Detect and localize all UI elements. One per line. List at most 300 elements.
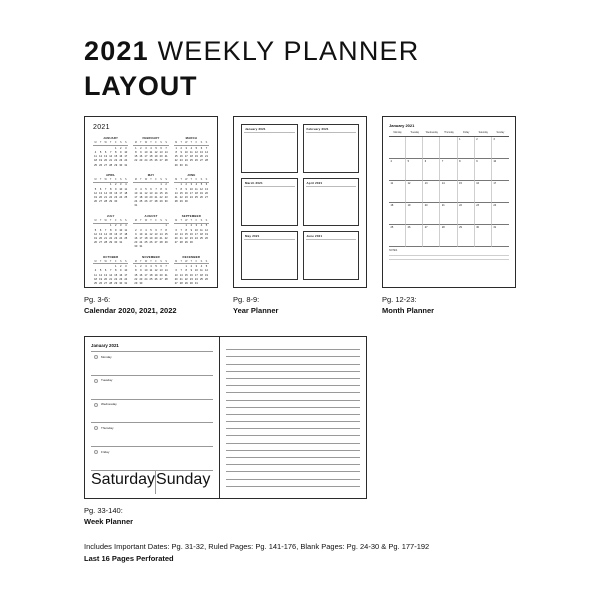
mini-month-day: 2 [140,146,142,150]
week-planner-day-row[interactable] [91,446,213,470]
week-planner-weekend-cell[interactable] [91,471,155,494]
mini-month-day: 4 [145,228,147,232]
month-planner-day-number: 26 [407,226,411,229]
mini-month-day: 23 [139,159,143,163]
mini-month-day: 28 [159,241,163,245]
mini-month-day: 5 [205,224,208,228]
mini-month-day: 24 [184,159,188,163]
mini-month-day: 15 [174,155,178,159]
mini-month-day: 1 [135,146,137,150]
mini-month-day: 27 [205,196,208,200]
mini-month-day: 6 [160,265,162,269]
month-planner-day-number: 28 [441,226,445,229]
weekday-initial: T [190,218,193,222]
mini-month-day: 24 [189,196,193,200]
mini-month-day: 3 [135,187,137,191]
mini-month-day: 24 [194,236,198,240]
month-planner-day-cell[interactable] [458,159,478,181]
week-planner-weekend-cell[interactable] [155,471,213,494]
weekday-initial: S [125,218,127,222]
month-planner-day-cell[interactable] [492,203,509,225]
month-planner-weekday: Friday [462,132,470,134]
weekday-initial: S [160,141,162,144]
mini-month-day: 22 [164,236,168,240]
week-planner-title: January 2021 [91,343,119,348]
mini-month-day: 18 [199,232,203,236]
caption-month-planner [382,294,434,316]
mini-month-day: 19 [144,196,148,200]
mini-month-day: 21 [109,159,113,163]
mini-month-day: 19 [94,196,97,200]
month-planner-day-number: 29 [459,226,462,229]
ruled-line [226,451,360,458]
mini-month-week-row [93,241,128,245]
month-planner-day-cell[interactable] [475,203,492,225]
mini-month-day: 15 [134,273,138,277]
mini-month-day: 2 [135,228,137,232]
mini-month-day: 26 [149,241,153,245]
mini-month-day: 29 [134,282,138,286]
month-planner-day-cell[interactable] [423,181,440,203]
checkbox-icon[interactable] [94,426,98,430]
mini-month-day: 14 [179,232,183,236]
mini-month [133,214,168,250]
mini-month-day: 14 [179,273,183,277]
weekday-initial: M [134,218,137,222]
year-planner-cell[interactable] [241,231,298,280]
mini-month-day: 10 [194,228,198,232]
weekday-initial: W [144,141,148,144]
month-planner-notes-label: NOTES [389,249,398,252]
mini-month-week-row [93,164,128,168]
mini-month-day: 12 [149,232,153,236]
weekday-initial: M [175,218,178,222]
weekday-initial: S [205,141,208,144]
mini-month [174,255,209,287]
mini-month-day: 1 [160,183,162,187]
weekday-initial: T [140,141,142,144]
weekday-initial: T [109,141,112,144]
mini-month-day: 19 [205,232,208,236]
mini-month [174,214,209,250]
mini-month-day: 22 [184,277,188,281]
mini-month-day: 12 [154,269,158,273]
weekday-initial: S [200,259,203,263]
mini-month-day: 24 [194,277,198,281]
year-planner-cell-label: May 2021 [245,234,260,239]
mini-month-day: 10 [194,269,198,273]
month-planner-day-cell[interactable] [475,137,495,159]
weekday-initial: T [140,218,142,222]
mini-month-day: 13 [159,150,163,154]
weekday-initial: M [94,218,97,222]
mini-month-day: 26 [99,163,103,167]
ruled-line [226,429,360,436]
mini-month-day: 18 [189,155,193,159]
mini-month-day: 12 [205,269,208,273]
weekday-initial: F [114,177,117,181]
mini-month-day: 22 [134,277,138,281]
mini-month-day: 15 [109,232,113,236]
mini-month-day: 1 [175,146,177,150]
weekday-initial: W [185,259,188,263]
week-planner-day-label: Saturday [91,471,156,489]
week-planner-weekend-row [91,470,213,494]
year-planner-cell-label: January 2021 [245,127,266,131]
weekday-initial: W [104,177,107,181]
mini-month-day: 17 [139,236,143,240]
mini-month-day: 10 [134,191,138,195]
mini-month-day: 16 [164,191,168,195]
month-planner-day-cell[interactable] [423,137,440,159]
weekday-initial: S [165,259,167,263]
month-planner-day-cell[interactable] [458,181,475,203]
weekday-initial: F [195,218,198,222]
mini-month-day: 12 [94,232,97,236]
month-planner-day-cell[interactable] [458,203,475,225]
mini-month-day: 30 [119,282,123,286]
month-planner-day-number: 12 [407,182,411,185]
mini-month-day: 24 [119,236,123,240]
weekday-initial: W [104,141,107,144]
weekday-initial: T [150,141,152,144]
weekday-initial: S [125,141,127,144]
mini-month-day: 6 [150,187,152,191]
month-planner-day-number: 15 [459,182,462,185]
mini-month-day: 11 [195,187,198,191]
mini-month-day: 4 [150,146,152,150]
month-planner-day-cell[interactable] [406,181,423,203]
mini-month-day: 4 [150,265,152,269]
month-planner-day-cell[interactable] [458,137,478,159]
week-planner-day-row[interactable] [91,351,213,375]
mini-month-day: 16 [189,232,193,236]
mini-month-day: 16 [114,191,118,195]
year-planner-inner [234,117,366,287]
rule-line [306,239,357,240]
mini-month-day: 12 [194,150,198,154]
mini-month-day: 4 [94,150,97,154]
mini-month-day: 21 [109,277,113,281]
mini-month-day: 2 [165,183,167,187]
mini-month-day: 3 [125,146,127,150]
month-planner-day-cell[interactable] [440,159,457,181]
mini-month-day: 15 [184,273,188,277]
mini-month-day: 12 [99,155,103,159]
month-planner-day-cell[interactable] [440,225,457,247]
mini-month-day: 23 [184,196,188,200]
weekday-initial: T [109,259,112,263]
weekday-initial: W [185,218,188,222]
mini-month-day: 7 [104,228,107,232]
month-planner-day-number: 16 [476,182,479,185]
year-planner-cell[interactable] [303,178,360,227]
month-planner-day-cell[interactable] [389,137,406,159]
week-planner-day-row[interactable] [91,375,213,399]
weekday-initial: T [150,218,152,222]
mini-month-name: OCTOBER [102,254,119,259]
mini-month-day: 20 [159,273,163,277]
mini-month-day: 28 [109,163,113,167]
weekday-initial: W [104,218,107,222]
weekday-initial: T [180,218,182,222]
month-planner-day-cell[interactable] [389,225,406,247]
month-planner-notes [389,249,509,260]
month-planner-day-number: 17 [493,182,497,185]
month-planner-weekday: Sunday [496,132,505,134]
mini-month-day: 17 [124,273,128,277]
caption-year-planner [233,294,278,316]
mini-month-day: 22 [184,236,188,240]
mini-month-day: 7 [104,187,107,191]
mini-month-day: 28 [154,200,158,204]
mini-month-day: 5 [195,146,198,150]
mini-month-day: 2 [114,183,117,187]
mini-month-day [204,200,209,204]
weekday-initial: W [185,177,188,181]
month-planner-day-cell[interactable] [389,203,406,225]
mini-month-day: 14 [174,191,178,195]
mini-month [93,255,128,287]
weekday-initial: S [205,177,208,181]
month-planner-day-cell[interactable] [475,159,492,181]
mini-month-day: 26 [205,236,208,240]
mini-month-day: 25 [149,277,153,281]
mini-month-day: 24 [139,241,143,245]
mini-month-day: 9 [190,269,193,273]
mini-month-day: 27 [159,277,163,281]
checkbox-icon[interactable] [94,355,98,359]
year-planner-cell[interactable] [303,124,360,173]
mini-month-day: 20 [149,196,153,200]
mini-month-day: 19 [205,273,208,277]
mini-month-day: 9 [120,150,122,154]
month-planner-day-cell[interactable] [389,181,406,203]
mini-month-name: JUNE [187,172,196,177]
mini-month-day: 31 [119,241,123,245]
month-planner-title: January 2021 [389,123,415,128]
mini-month-day: 27 [104,163,108,167]
mini-month-day: 1 [109,183,112,187]
weekday-initial: F [155,218,157,222]
weekday-initial: S [119,218,122,222]
thumbnail-year-planner[interactable] [233,116,367,288]
mini-month-day: 1 [135,265,137,269]
mini-month-day: 29 [159,200,163,204]
month-planner-day-number: 21 [441,204,445,207]
weekday-initial: S [205,259,208,263]
mini-month-day: 29 [164,241,168,245]
mini-month-day: 15 [159,191,163,195]
mini-month-weekdays [93,178,128,181]
month-planner-day-number: 20 [424,204,428,207]
mini-month-day: 2 [190,265,193,269]
mini-month-day: 28 [179,241,183,245]
month-planner-day-number: 30 [476,226,479,229]
year-planner-cell[interactable] [241,178,298,227]
mini-month-day: 29 [109,200,113,204]
rule-line [306,186,357,187]
mini-month-day: 20 [99,196,103,200]
month-planner-day-grid [389,137,509,247]
mini-month-day: 11 [189,150,193,154]
checkbox-icon[interactable] [94,379,98,383]
mini-month-day: 10 [144,150,148,154]
week-planner-day-label: Wednesday [101,402,117,407]
mini-month-day: 21 [174,196,178,200]
mini-month-day: 27 [154,241,158,245]
month-planner-day-number: 5 [407,160,410,163]
mini-month-day: 13 [174,273,178,277]
month-planner-day-cell[interactable] [492,137,509,159]
month-planner-day-cell[interactable] [492,181,509,203]
mini-month-day: 3 [190,183,193,187]
thumbnail-month-planner[interactable] [382,116,516,288]
mini-month-day: 27 [159,159,163,163]
mini-month-day: 10 [119,187,123,191]
ruled-line [226,372,360,379]
mini-month-day: 7 [155,187,157,191]
mini-month-day: 8 [114,150,117,154]
month-planner-day-number: 2 [476,138,478,141]
mini-month-day: 16 [139,155,143,159]
mini-month-name: MAY [147,172,155,177]
mini-month-day: 30 [134,245,138,249]
checkbox-icon[interactable] [94,403,98,407]
mini-month-day: 23 [114,236,118,240]
mini-month-day: 26 [205,277,208,281]
mini-month-day: 27 [99,200,103,204]
month-planner-day-number: 27 [424,226,428,229]
month-planner-day-cell[interactable] [475,181,492,203]
mini-month-day: 20 [174,236,178,240]
mini-month [133,136,168,168]
mini-month-day: 6 [99,187,102,191]
mini-month-day: 13 [174,232,178,236]
mini-month-day: 10 [124,150,128,154]
year-planner-cell-label: March 2021 [245,180,263,185]
mini-month-day: 14 [164,150,168,154]
mini-month-day: 3 [145,146,147,150]
weekday-initial: M [175,259,178,263]
mini-month-day: 25 [199,277,203,281]
mini-month-day: 3 [140,228,142,232]
thumbnail-week-planner[interactable] [84,336,367,499]
month-planner-day-cell[interactable] [423,159,440,181]
caption-week-planner [84,505,133,527]
month-planner-day-cell[interactable] [440,181,457,203]
month-planner-day-cell[interactable] [406,225,423,247]
mini-month-day: 30 [139,282,143,286]
mini-month-day: 22 [114,159,118,163]
mini-month-day: 25 [124,196,128,200]
mini-month-day: 18 [94,277,97,281]
mini-month-day: 20 [154,236,158,240]
weekday-initial: S [165,218,167,222]
mini-month-day: 5 [155,265,157,269]
weekday-initial: T [109,177,112,181]
mini-month-day [164,282,169,286]
weekday-initial: M [175,141,178,144]
year-planner-cell[interactable] [303,231,360,280]
month-planner-day-number: 11 [390,182,394,185]
mini-month-day: 6 [175,269,177,273]
weekday-initial: T [99,177,102,181]
month-planner-day-number: 3 [493,138,495,141]
weekday-initial: F [195,141,198,144]
mini-month-day: 21 [104,236,108,240]
month-planner-day-cell[interactable] [406,159,423,181]
mini-month-day: 9 [120,269,122,273]
mini-month-day: 8 [109,228,112,232]
year-planner-cell-label: June 2021 [306,234,323,239]
week-planner-day-row[interactable] [91,399,213,423]
year-planner-cell[interactable] [241,124,298,173]
caption-week-planner-name: Week Planner [84,517,134,526]
month-planner-day-cell[interactable] [492,225,509,247]
month-planner-day-cell[interactable] [440,203,457,225]
mini-month-day: 9 [140,269,142,273]
mini-month-day: 30 [189,282,193,286]
month-planner-day-cell[interactable] [406,137,423,159]
weekday-initial: S [165,177,167,181]
year-planner-row [241,231,359,280]
month-planner-day-number: 19 [407,204,411,207]
mini-month-day: 24 [124,277,128,281]
month-planner-day-cell[interactable] [406,203,423,225]
mini-month-day: 27 [99,241,103,245]
checkbox-icon[interactable] [94,450,98,454]
weekday-initial: F [114,141,117,144]
thumbnail-calendar[interactable] [84,116,218,288]
month-planner-day-cell[interactable] [458,225,475,247]
mini-month-day: 20 [199,155,203,159]
mini-month-day: 5 [200,183,203,187]
month-planner-day-cell[interactable] [423,203,440,225]
mini-month-day: 6 [99,228,102,232]
mini-month-day: 7 [180,228,182,232]
mini-month-weekdays [133,219,168,222]
month-planner-inner [383,117,515,287]
month-planner-day-cell[interactable] [492,159,509,181]
title-line-1 [84,36,419,66]
mini-month-day: 21 [159,236,163,240]
mini-month-day: 23 [134,241,138,245]
week-planner-inner [85,337,366,498]
mini-month-day: 28 [104,241,108,245]
mini-month-day: 21 [179,236,183,240]
mini-month-day: 28 [174,200,178,204]
ruled-line [226,422,360,429]
mini-month [174,136,209,168]
month-planner-day-cell[interactable] [440,137,457,159]
mini-month-day: 5 [205,265,208,269]
mini-month-day: 22 [109,236,113,240]
week-planner-day-row[interactable] [91,422,213,446]
month-planner-day-cell[interactable] [423,225,440,247]
mini-month-day: 13 [159,269,163,273]
month-planner-day-cell[interactable] [389,159,406,181]
month-planner-day-cell[interactable] [475,225,492,247]
mini-month-day: 18 [139,196,143,200]
weekday-initial: S [125,177,127,181]
mini-month-week-row [93,282,128,286]
mini-month-day: 6 [104,150,107,154]
mini-month-day: 17 [144,273,148,277]
mini-month-day: 11 [139,191,143,195]
mini-month-day: 12 [205,228,208,232]
mini-month-day: 17 [119,191,123,195]
